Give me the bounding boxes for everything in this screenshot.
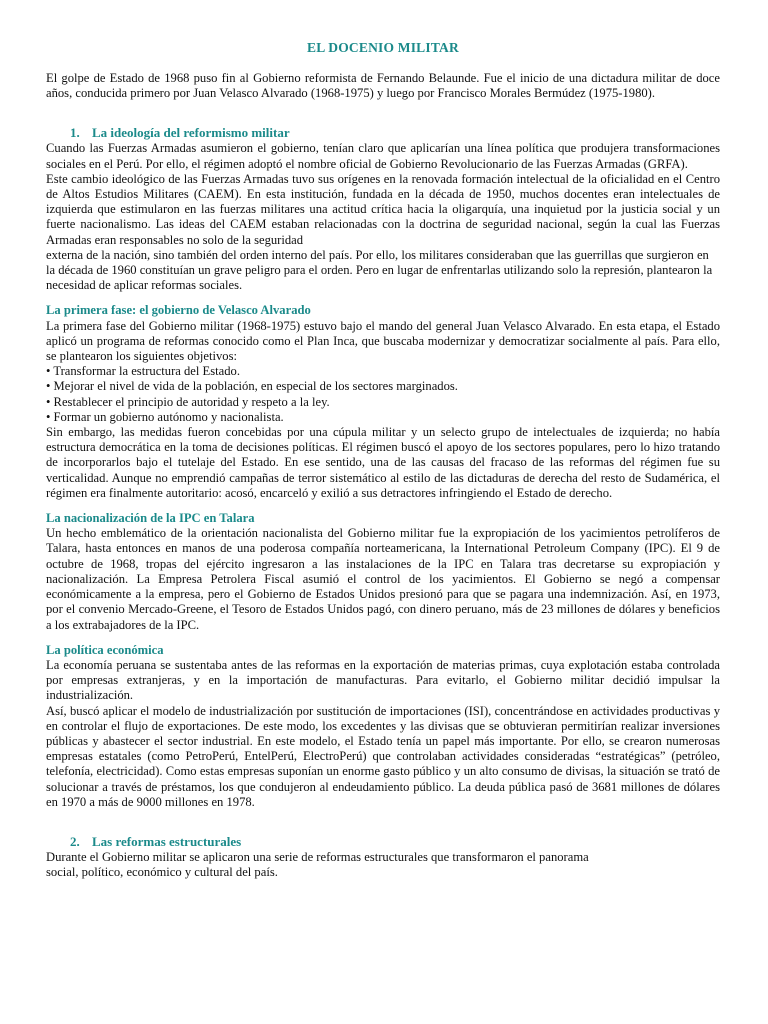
fase-bullet-1: • Transformar la estructura del Estado.: [46, 364, 240, 379]
section-1-number: 1.: [70, 125, 80, 141]
fase-heading: La primera fase: el gobierno de Velasco Alvarado: [46, 303, 311, 318]
fase-paragraph-1: La primera fase del Gobierno militar (1968-1975) estuvo bajo el mando del general Juan Velasco Alvarado. En esta etapa, el Estado aplicó un programa de reformas conocido como el Plan Inca, que buscaba modernizar y democratizar socialmente al país. Para ello, se plantearon los siguientes objetivos:: [46, 318, 720, 364]
section-1-paragraph-3: externa de la nación, sino también del orden interno del país. Por ello, los militares consideraban que las guerrillas que surgieron en la década de 1960 constituían un grave peligro para el orden. Pero en lugar de enfrentarlas utilizando solo la represión, plantearon la necesidad de aplicar reformas sociales.: [46, 247, 713, 293]
economia-heading: La política económica: [46, 642, 164, 657]
section-1-paragraph-1: Cuando las Fuerzas Armadas asumieron el gobierno, tenían claro que aplicarían una línea política que produjera transformaciones sociales en el Perú. Por ello, el régimen adoptó el nombre oficial de Gobierno Revolucionario de las Fuerzas Armadas (GRFA).: [46, 141, 720, 171]
economia-paragraph-1: La economía peruana se sustentaba antes de las reformas en la exportación de materias primas, cuya explotación estaba controlada por empresas extranjeras, y en la importación de manufacturas. Para evitarlo, el Gobierno militar decidió impulsar la industrialización.: [46, 657, 720, 703]
page-title: EL DOCENIO MILITAR: [307, 40, 459, 55]
section-2-title: Las reformas estructurales: [92, 833, 242, 849]
fase-bullet-4: • Formar un gobierno autónomo y nacionalista.: [46, 409, 284, 424]
section-2-paragraph-2: social, político, económico y cultural del país.: [46, 865, 278, 880]
ipc-heading: La nacionalización de la IPC en Talara: [46, 511, 255, 526]
section-2-number: 2.: [70, 833, 80, 849]
fase-bullet-2: • Mejorar el nivel de vida de la población, en especial de los sectores marginados.: [46, 379, 458, 394]
economia-paragraph-2: Así, buscó aplicar el modelo de industrialización por sustitución de importaciones (ISI), concentrándose en actividades productivas y en controlar el flujo de exportaciones. De este modo, los excedentes y las divisas que se obtuvieran permitirían realizar inversiones públicas y abastecer el sector industrial. En este modelo, el Estado tenía un papel más importante. Por ello, se crearon numerosas empresas estatales (como PetroPerú, EntelPerú, ElectroPerú) que controlaban actividades consideradas “estratégicas” (petróleo, telefonía, electricidad). Como estas empresas suponían un enorme gasto público y un alto consumo de divisas, la situación se trató de solucionar a través de préstamos, los que condujeron al endeudamiento público. La deuda pública pasó de 3681 millones de dólares en 1970 a más de 9000 millones en 1978.: [46, 703, 720, 809]
fase-paragraph-2: Sin embargo, las medidas fueron concebidas por una cúpula militar y un selecto grupo de intelectuales de izquierda; no había estructura democrática en la toma de decisiones políticas. El régimen buscó el apoyo de los sectores populares, pero lo hizo tratando de incorporarlos bajo el tutelaje del Estado. En ese sentido, una de las causas del fracaso de las reformas del régimen fue su verticalidad. Aunque no emprendió campañas de terror sistemático al estilo de las dictaduras de derecha del resto de Sudamérica, el régimen era finalmente autoritario: acosó, encarceló y exilió a sus detractores infringiendo el Estado de derecho.: [46, 425, 720, 500]
section-1-heading: [46, 125, 720, 141]
ipc-paragraph: Un hecho emblemático de la orientación nacionalista del Gobierno militar fue la expropiación de los yacimientos petrolíferos de Talara, hasta entonces en manos de una poderosa compañía norteamericana, la International Petroleum Company (IPC). El 9 de octubre de 1968, tropas del ejército ingresaron a las instalaciones de la IPC en Talara tras decretarse su expropiación y nacionalización. La Empresa Petrolera Fiscal asumió el control de los yacimientos. El Gobierno se negó a compensar económicamente a la empresa, pero el Gobierno de Estados Unidos presionó para que se pagara una indemnización. Así, en 1973, por el convenio Mercado-Greene, el Tesoro de Estados Unidos pagó, con dinero peruano, más de 23 millones de dólares y beneficios a los extrabajadores de la IPC.: [46, 526, 720, 632]
intro-paragraph: El golpe de Estado de 1968 puso fin al Gobierno reformista de Fernando Belaunde. Fue el inicio de una dictadura militar de doce años, conducida primero por Juan Velasco Alvarado (1968-1975) y luego por Francisco Morales Bermúdez (1975-1980).: [46, 71, 720, 101]
section-2-heading: [46, 834, 720, 850]
fase-bullet-3: • Restablecer el principio de autoridad y respeto a la ley.: [46, 394, 330, 409]
section-2-paragraph-1: Durante el Gobierno militar se aplicaron una serie de reformas estructurales que transformaron el panorama: [46, 849, 589, 864]
document-content: [46, 40, 720, 880]
section-1-title: La ideología del reformismo militar: [92, 125, 290, 141]
section-1-paragraph-2: Este cambio ideológico de las Fuerzas Armadas tuvo sus orígenes en la renovada formación intelectual de la oficialidad en el Centro de Altos Estudios Militares (CAEM). En esta institución, fundada en la década de 1950, muchos docentes eran intelectuales de izquierda que estimularon en las fuerzas militares una actitud crítica hacia la oligarquía, una inquietud por la justicia social y un fuerte nacionalismo. Las ideas del CAEM estaban relacionadas con la doctrina de seguridad nacional, según la cual las Fuerzas Armadas eran responsables no solo de la seguridad: [46, 171, 720, 247]
